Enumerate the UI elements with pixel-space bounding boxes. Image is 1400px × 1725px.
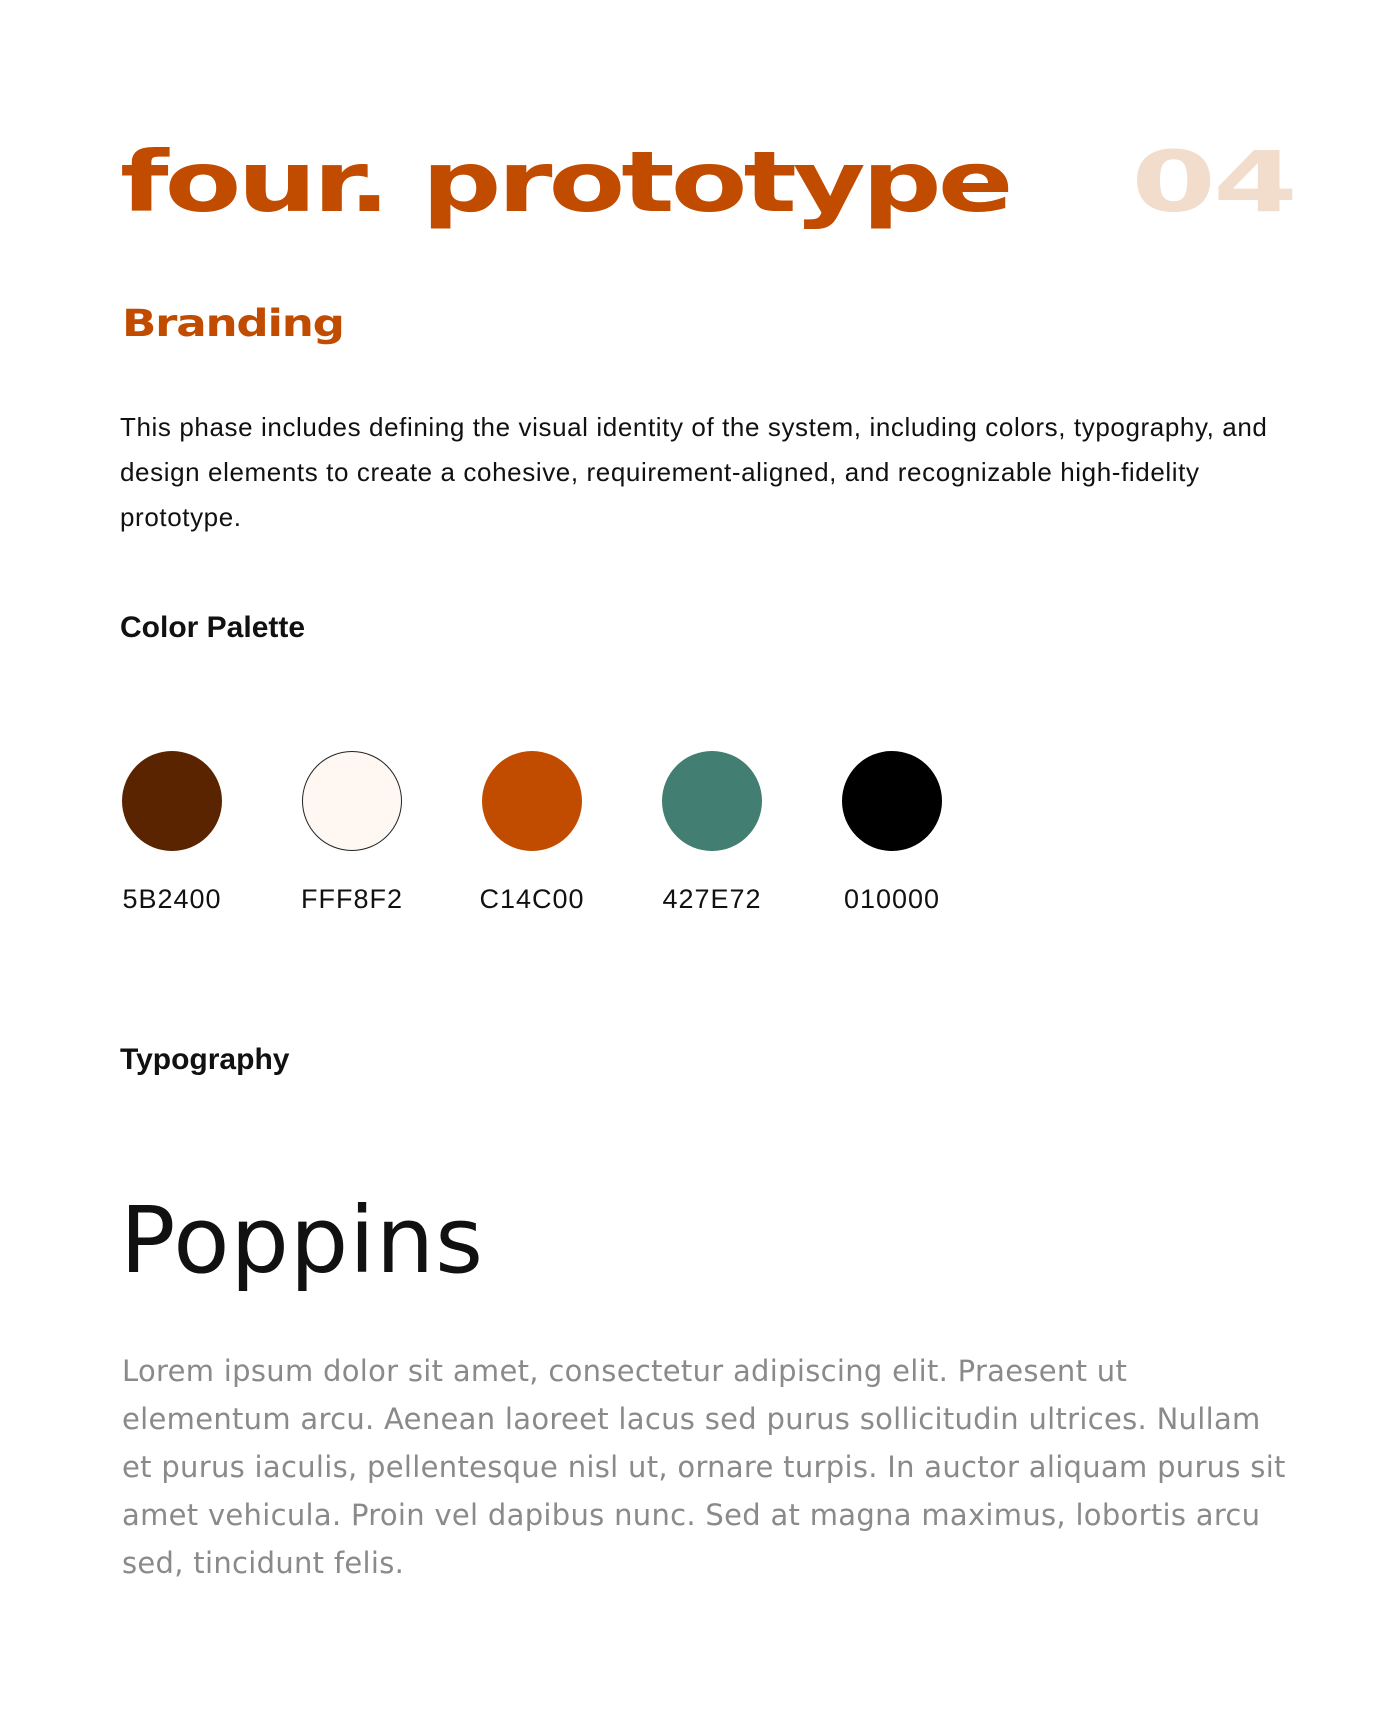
color-circle [842,751,942,851]
page-header [120,133,1295,240]
typography-heading: Typography [120,1043,290,1076]
color-swatch [290,748,410,928]
color-palette-heading: Color Palette [120,611,306,644]
color-code-label: 427E72 [662,884,762,914]
color-swatch [830,748,950,928]
color-code-label: 010000 [843,884,941,914]
color-circle [302,751,402,851]
font-sample-paragraph: Lorem ipsum dolor sit amet, consectetur adipiscing elit. Praesent ut elementum arcu. Aenean laoreet lacus sed purus sollicitudin ultrices. Nullam et purus iaculis, pellentesque nisl ut, ornare turpis. In auctor aliquam purus sit amet vehicula. Proin vel dapibus nunc. Sed at magna maximus, lobortis arcu sed, tincidunt felis. [122,1354,1286,1580]
page-title: four. prototype [120,133,1010,231]
color-circle [662,751,762,851]
color-swatch [650,748,770,928]
color-swatch [110,748,230,928]
font-sample-name: Poppins [120,1187,485,1294]
color-palette [110,748,1060,928]
color-circle [482,751,582,851]
color-code-label: 5B2400 [122,884,222,914]
color-code-label: FFF8F2 [300,884,403,914]
color-code-label: C14C00 [479,884,585,914]
color-swatch [470,748,590,928]
color-circle [122,751,222,851]
section-number: 04 [1131,133,1295,231]
branding-description: This phase includes defining the visual identity of the system, including colors, typography, and design elements to create a cohesive, requirement-aligned, and recognizable high-fidelity prototype. [120,412,1268,532]
section-title-branding: Branding [122,302,344,345]
